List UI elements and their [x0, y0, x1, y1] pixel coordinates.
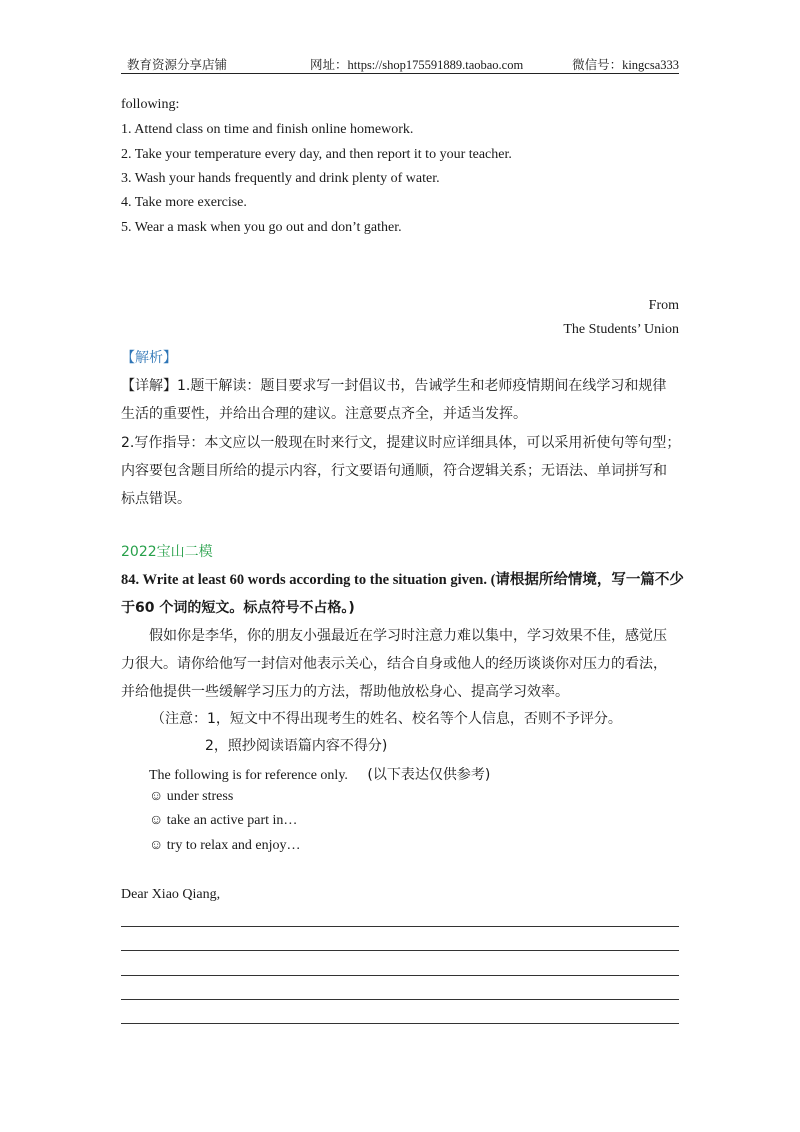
question-body: 假如你是李华，你的朋友小强最近在学习时注意力难以集中，学习效果不佳，感觉压	[149, 628, 667, 644]
answer-line[interactable]	[121, 975, 679, 976]
question-body: 力很大。请你给他写一封信对他表示关心，结合自身或他人的经历谈谈你对压力的看法，	[121, 656, 667, 672]
header-shop-name: 教育资源分享店铺	[127, 58, 228, 72]
answer-line[interactable]	[121, 926, 679, 927]
header-shop-url: 网址：https://shop175591889.taobao.com	[310, 58, 524, 72]
hint-item: ☺ under stress	[149, 789, 234, 804]
reference-note	[149, 764, 490, 784]
analysis-line: 生活的重要性，并给出合理的建议。注意要点齐全，并适当发挥。	[121, 406, 527, 422]
analysis-line: 【详解】1.题干解读：题目要求写一封倡议书，告诫学生和老师疫情期间在线学习和规律	[121, 378, 667, 394]
analysis-tag: 【解析】	[121, 350, 177, 366]
letter-point: 5. Wear a mask when you go out and don’t gather.	[121, 220, 402, 235]
letter-point: 2. Take your temperature every day, and then report it to your teacher.	[121, 147, 512, 162]
question-source: 2022宝山二模	[121, 544, 213, 560]
signature-name: The Students’ Union	[563, 322, 679, 337]
answer-line[interactable]	[121, 999, 679, 1000]
question-body: 并给他提供一些缓解学习压力的方法，帮助他放松身心、提高学习效率。	[121, 684, 569, 700]
letter-point: 3. Wash your hands frequently and drink plenty of water.	[121, 171, 440, 186]
hint-item: ☺ take an active part in…	[149, 813, 298, 828]
analysis-line: 标点错误。	[121, 491, 191, 507]
hint-item: ☺ try to relax and enjoy…	[149, 838, 301, 853]
answer-line[interactable]	[121, 950, 679, 951]
letter-point: 4. Take more exercise.	[121, 195, 247, 210]
question-title: 84. Write at least 60 words according to the situation given. (请根据所给情境，写一篇不少	[121, 572, 684, 588]
question-title-cont: 于60 个词的短文。标点符号不占格。)	[121, 600, 355, 616]
reference-text: The following is for reference only.	[149, 768, 348, 783]
salutation: Dear Xiao Qiang,	[121, 887, 221, 902]
page-header	[121, 55, 679, 74]
reference-text-cn: (以下表达仅供参考)	[367, 767, 491, 783]
analysis-line: 2.写作指导：本文应以一般现在时来行文，提建议时应详细具体，可以采用祈使句等句型；	[121, 435, 681, 451]
question-note: 2，照抄阅读语篇内容不得分)	[205, 738, 388, 754]
question-note: （注意：1，短文中不得出现考生的姓名、校名等个人信息，否则不予评分。	[151, 711, 622, 727]
letter-point: 1. Attend class on time and finish online homework.	[121, 122, 414, 137]
signature-from: From	[648, 298, 679, 313]
answer-line[interactable]	[121, 1023, 679, 1024]
analysis-line: 内容要包含题目所给的提示内容，行文要语句通顺，符合逻辑关系；无语法、单词拼写和	[121, 463, 667, 479]
letter-line: following:	[121, 97, 180, 112]
header-wechat: 微信号：kingcsa333	[572, 58, 679, 72]
